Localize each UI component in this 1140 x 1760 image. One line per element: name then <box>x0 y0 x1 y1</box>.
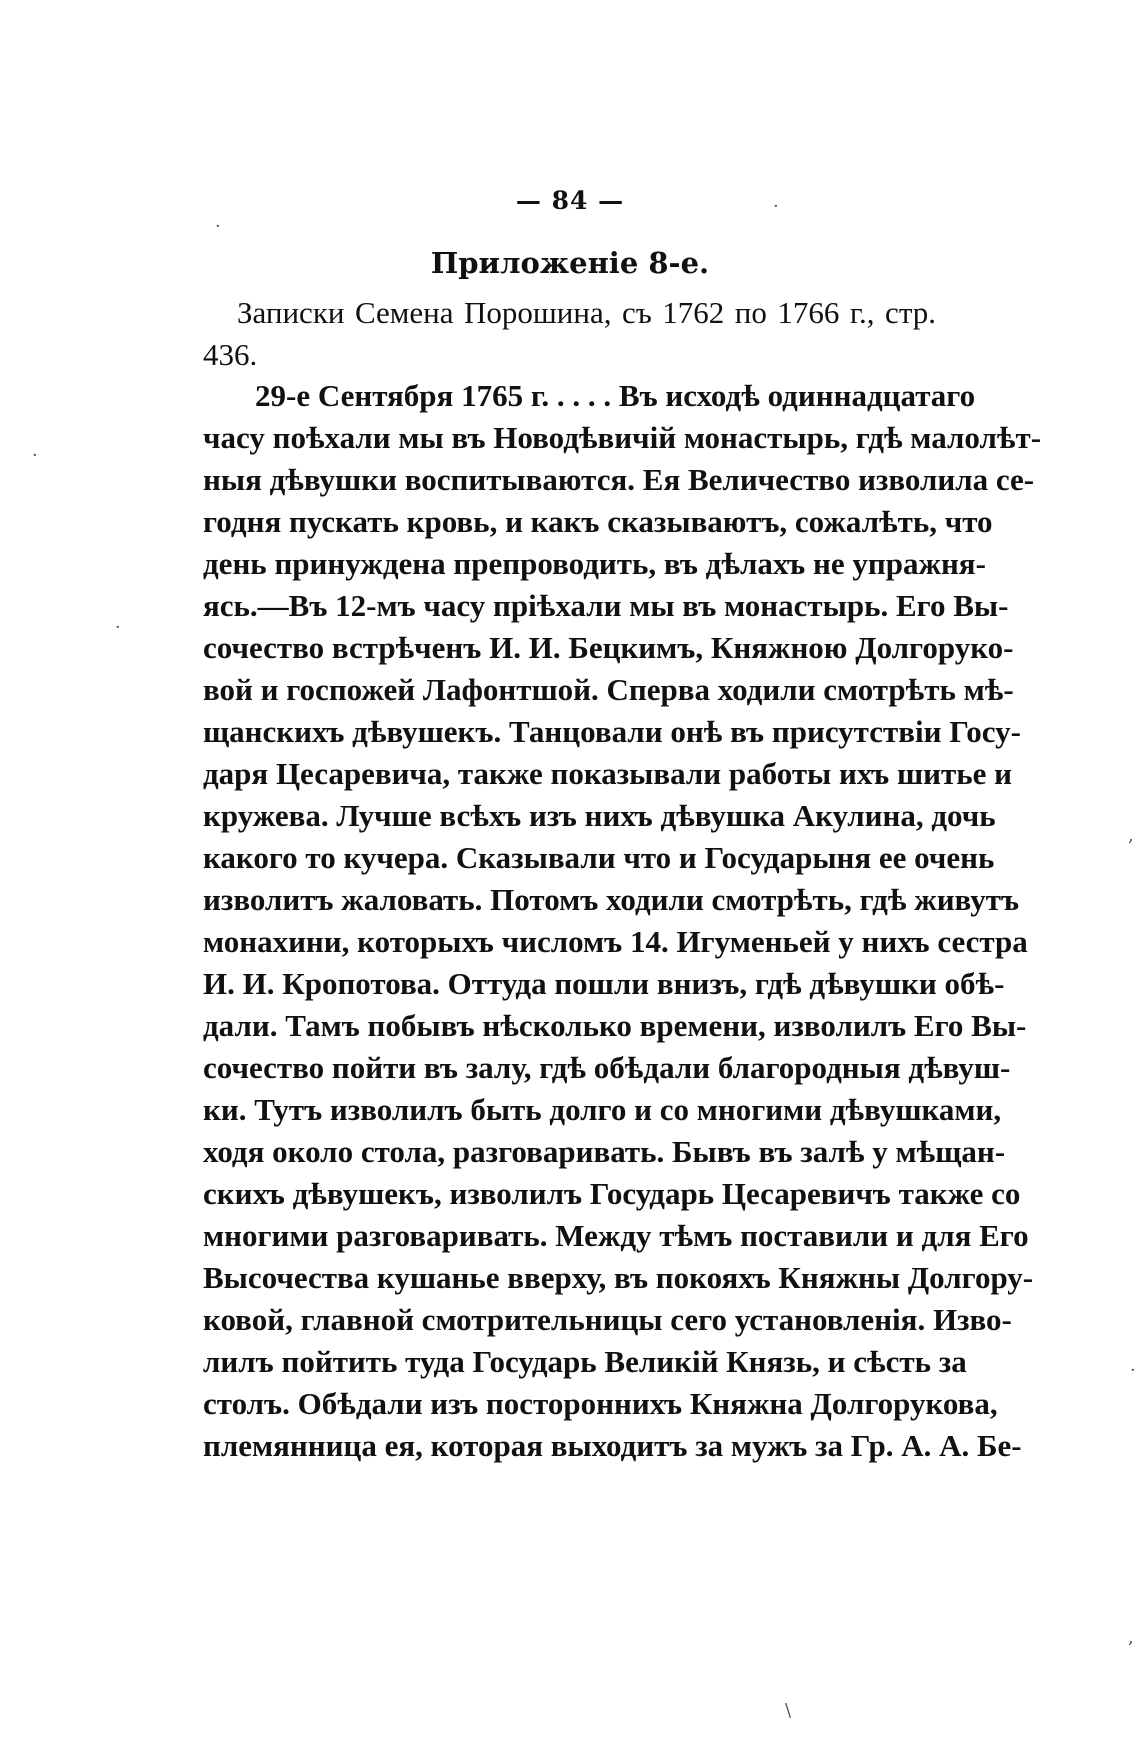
text-line: сочество встрѣченъ И. И. Бецкимъ, Княжною Долгоруко- <box>203 630 1014 665</box>
text-line: многими разговаривать. Между тѣмъ поставили и для Его <box>203 1218 1029 1253</box>
text-line: какого то кучера. Сказывали что и Государыня ее очень <box>203 840 995 875</box>
text-line: ковой, главной смотрительницы сего установленія. Изво- <box>203 1302 1012 1337</box>
text-line: столъ. Обѣдали изъ постороннихъ Княжна Долгорукова, <box>203 1386 998 1421</box>
diary-entry <box>203 375 1042 1467</box>
scan-speck: , <box>1128 1627 1134 1648</box>
text-line: изволитъ жаловать. Потомъ ходили смотрѣть, гдѣ живутъ <box>203 882 1020 917</box>
text-line: день принуждена препроводить, въ дѣлахъ не упражня- <box>203 546 986 581</box>
scan-speck: · <box>773 196 779 217</box>
text-line: даря Цесаревича, также показывали работы ихъ шитье и <box>203 756 1013 791</box>
text-line: годня пускать кровь, и какъ сказываютъ, сожалѣть, что <box>203 504 993 539</box>
text-line: И. И. Кропотова. Оттуда пошли внизъ, гдѣ дѣвушки обѣ- <box>203 966 1005 1001</box>
text-line: ходя около стола, разговаривать. Бывъ въ залѣ у мѣщан- <box>203 1134 1006 1169</box>
text-line: часу поѣхали мы въ Новодѣвичій монастырь, гдѣ малолѣт- <box>203 420 1042 455</box>
text-line: лилъ пойтить туда Государь Великій Князь, и сѣсть за <box>203 1344 967 1379</box>
text-line: вой и госпожей Лафонтшой. Сперва ходили смотрѣть мѣ- <box>203 672 1014 707</box>
appendix-heading: Приложеніе 8-е. <box>430 246 710 280</box>
text-line: щанскихъ дѣвушекъ. Танцовали онѣ въ присутствіи Госу- <box>203 714 1021 749</box>
source-citation <box>203 292 936 376</box>
text-line: кружева. Лучше всѣхъ изъ нихъ дѣвушка Акулина, дочь <box>203 798 996 833</box>
citation-line: Записки Семена Порошина, съ 1762 по 1766 г., стр. <box>237 295 936 330</box>
page-number: — 84 — <box>515 186 625 215</box>
text-line: дали. Тамъ побывъ нѣсколько времени, изволилъ Его Вы- <box>203 1008 1027 1043</box>
text-line: ки. Тутъ изволилъ быть долго и со многими дѣвушками, <box>203 1092 1002 1127</box>
scan-speck: · <box>32 445 38 466</box>
text-line: племянница ея, которая выходитъ за мужъ за Гр. А. А. Бе- <box>203 1428 1022 1463</box>
text-line: ныя дѣвушки воспитываются. Ея Величество изволила се- <box>203 462 1035 497</box>
scan-speck: · <box>1130 1360 1136 1381</box>
scan-speck: , <box>1128 825 1134 846</box>
text-line: ясь.—Въ 12-мъ часу пріѣхали мы въ монастырь. Его Вы- <box>203 588 1009 623</box>
text-line: скихъ дѣвушекъ, изволилъ Государь Цесаревичъ также со <box>203 1176 1021 1211</box>
scan-speck: · <box>215 216 221 237</box>
citation-line: 436. <box>203 337 258 372</box>
text-line: сочество пойти въ залу, гдѣ обѣдали благородныя дѣвуш- <box>203 1050 1011 1085</box>
text-line: Высочества кушанье вверху, въ покояхъ Княжны Долгору- <box>203 1260 1034 1295</box>
scan-speck: \ <box>785 1700 792 1721</box>
text-line: монахини, которыхъ числомъ 14. Игуменьей у нихъ сестра <box>203 924 1028 959</box>
text-line: 29-е Сентября 1765 г. . . . . Въ исходѣ одиннадцатаго <box>255 378 976 413</box>
scan-speck: · <box>115 617 121 638</box>
